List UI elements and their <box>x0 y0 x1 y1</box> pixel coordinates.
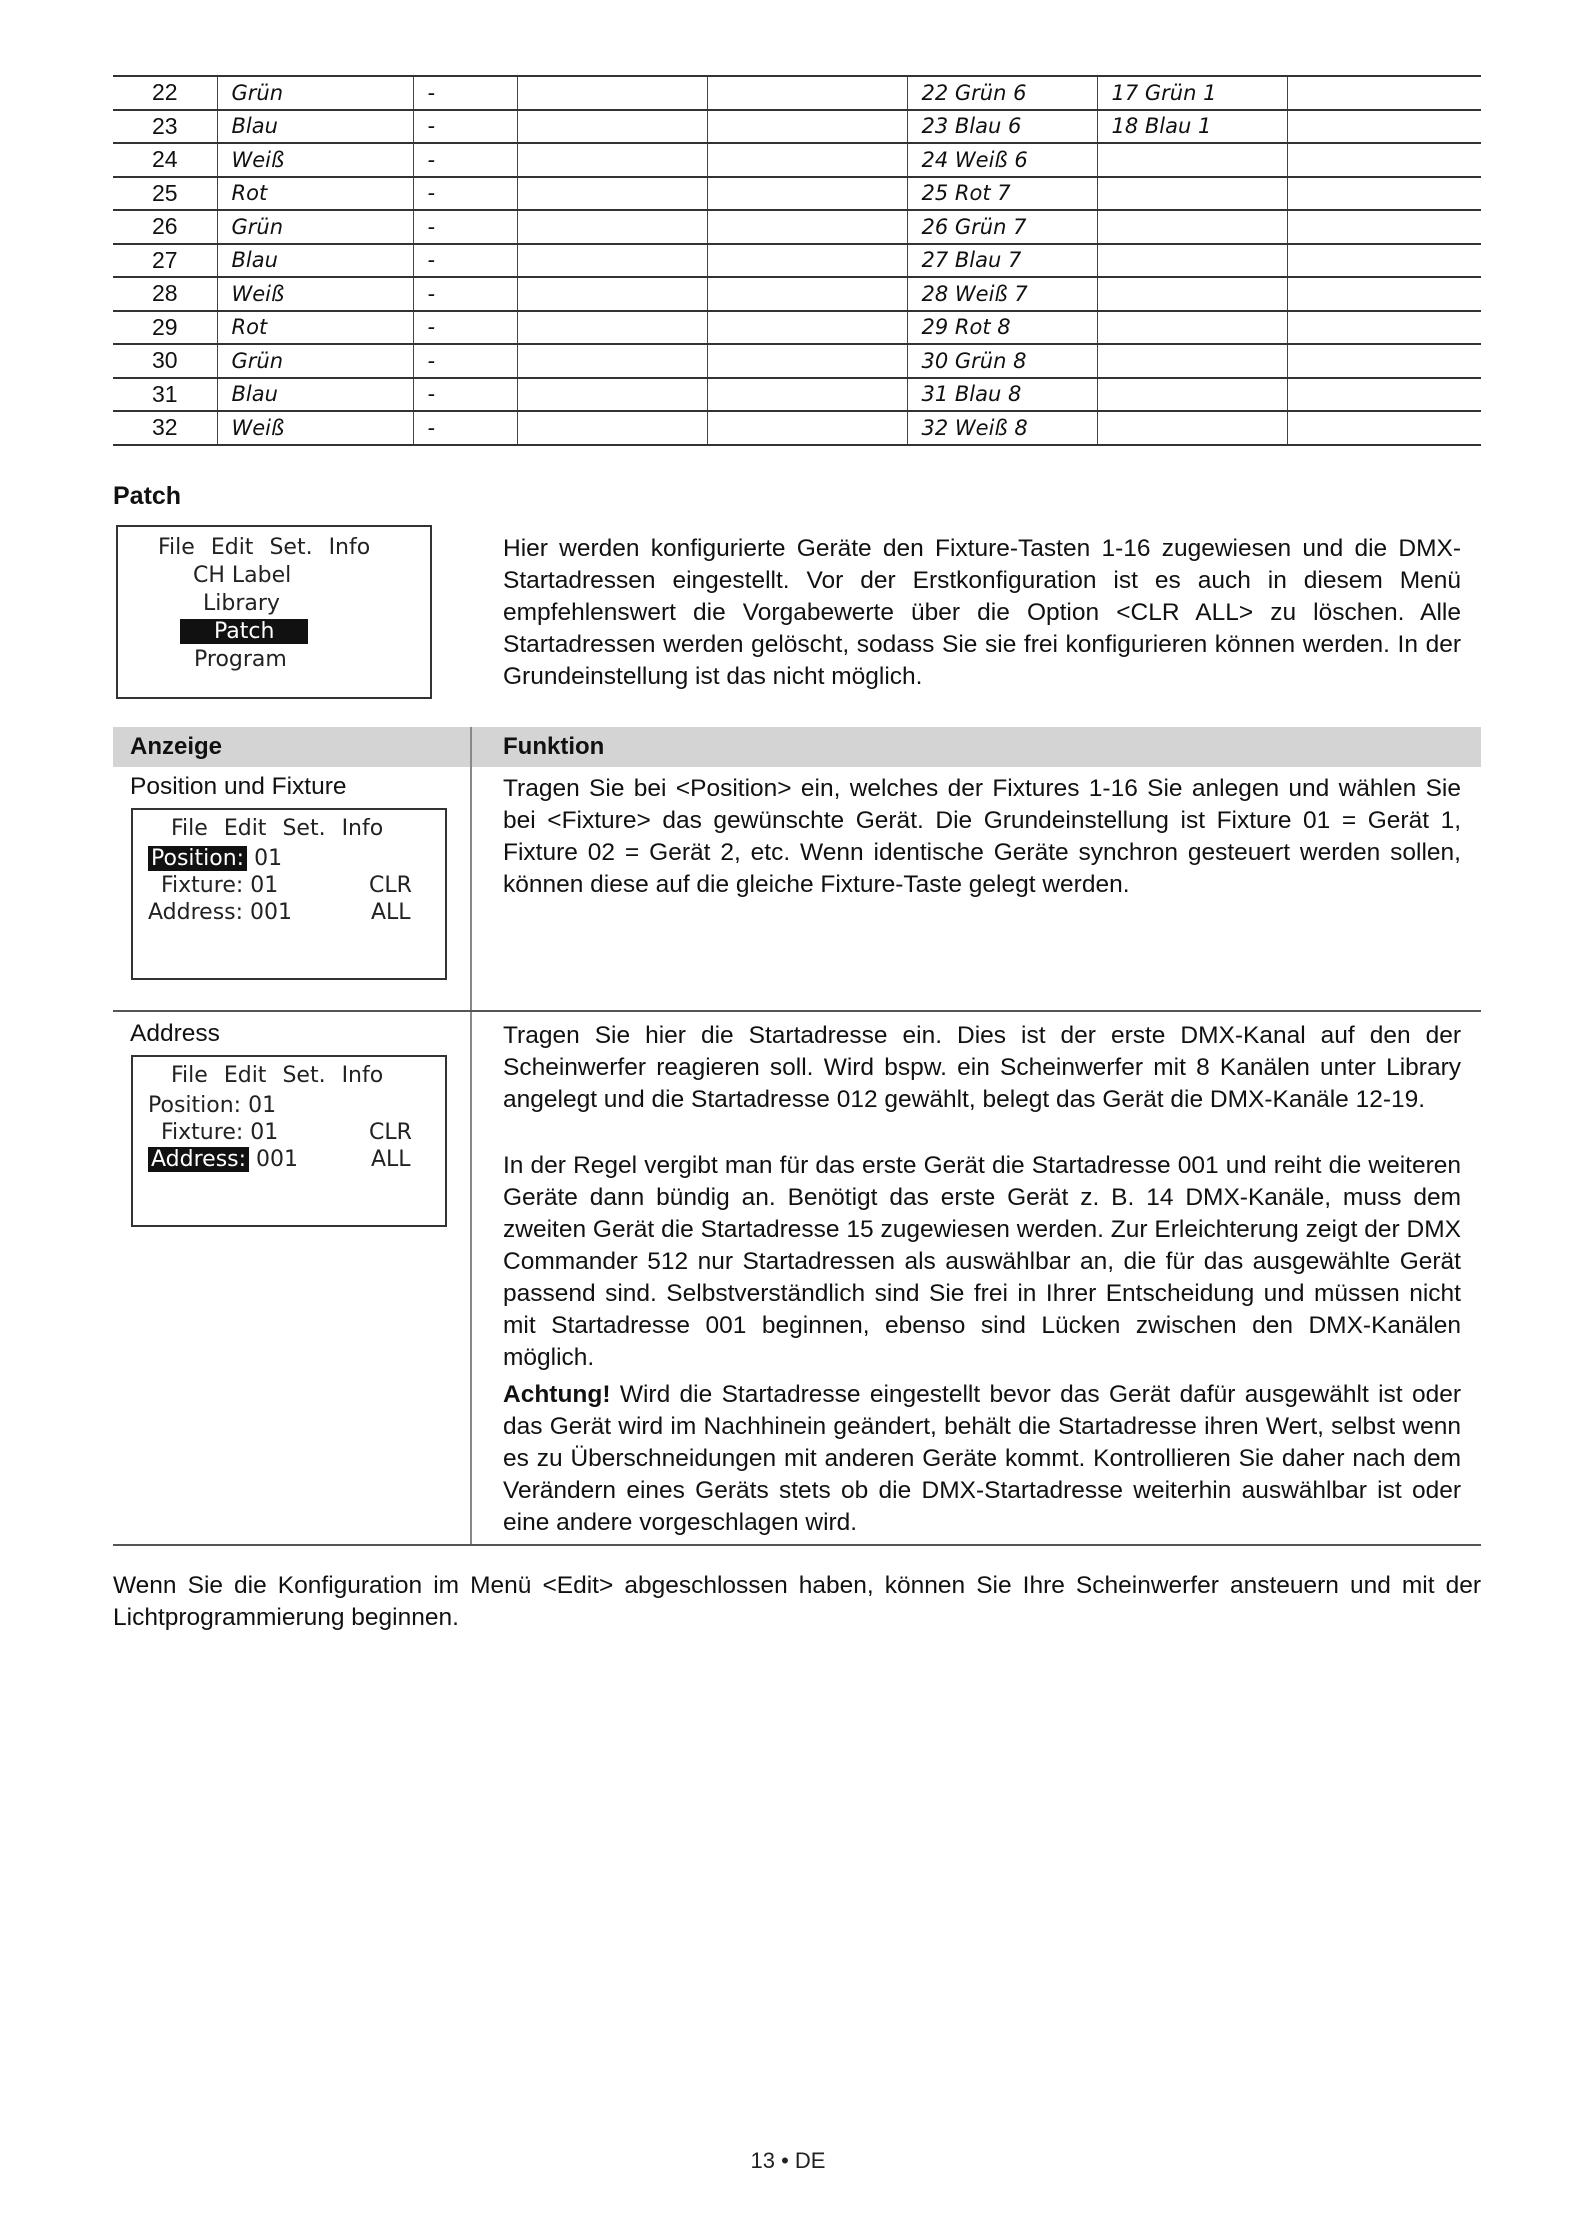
menu-edit: Edit <box>210 535 254 560</box>
table-row <box>113 311 1481 345</box>
table-cell-c4 <box>517 210 707 244</box>
lcd-fixture-line <box>161 1120 278 1145</box>
table-cell-c5 <box>707 177 907 211</box>
table-cell-color: Weiß <box>217 143 413 177</box>
table-cell-c4 <box>517 411 707 445</box>
table-cell-c7: 18 Blau 1 <box>1097 110 1287 144</box>
table-cell-color: Weiß <box>217 411 413 445</box>
row2-text-1: Tragen Sie hier die Startadresse ein. Dies ist der erste DMX-Kanal auf den der Scheinwerfer reagieren soll. Wird bspw. ein Scheinwerfer mit 8 Kanälen unter Library angelegt und die Startadresse 012 gewählt, belegt das Gerät die DMX-Kanäle 12-19. <box>503 1022 1461 1113</box>
table-row <box>113 143 1481 177</box>
table-cell-c4 <box>517 177 707 211</box>
function-table-header <box>113 727 1481 767</box>
channel-table <box>113 75 1481 446</box>
table-cell-c3: - <box>413 210 517 244</box>
table-cell-color: Rot <box>217 311 413 345</box>
table-cell-c7 <box>1097 177 1287 211</box>
table-cell-c6: 26 Grün 7 <box>907 210 1097 244</box>
address-display <box>131 1055 447 1227</box>
position-value: 01 <box>248 1093 277 1118</box>
table-cell-c3: - <box>413 311 517 345</box>
menu-item-patch-selected <box>180 619 308 644</box>
table-cell-c7 <box>1097 378 1287 412</box>
lcd-menu-bar <box>171 816 399 841</box>
address-value: 001 <box>250 900 293 925</box>
table-row <box>113 177 1481 211</box>
all-label: ALL <box>371 1147 411 1172</box>
all-label: ALL <box>371 900 411 925</box>
table-cell-color: Blau <box>217 244 413 278</box>
table-cell-num: 25 <box>113 177 217 211</box>
table-cell-color: Grün <box>217 344 413 378</box>
table-cell-c4 <box>517 344 707 378</box>
table-cell-c8 <box>1287 378 1481 412</box>
menu-item-library: Library <box>203 591 280 616</box>
table-cell-c3: - <box>413 378 517 412</box>
row-label-address: Address <box>130 1020 220 1047</box>
lcd-fixture-line <box>161 873 278 898</box>
table-cell-color: Weiß <box>217 277 413 311</box>
address-value: 001 <box>256 1147 299 1172</box>
position-fixture-display <box>131 808 447 980</box>
table-cell-c6: 32 Weiß 8 <box>907 411 1097 445</box>
table-cell-c7 <box>1097 244 1287 278</box>
table-cell-c6: 27 Blau 7 <box>907 244 1097 278</box>
table-row <box>113 76 1481 110</box>
table-cell-num: 22 <box>113 76 217 110</box>
menu-info: Info <box>341 1063 384 1088</box>
table-cell-c8 <box>1287 277 1481 311</box>
table-cell-c5 <box>707 110 907 144</box>
table-cell-c8 <box>1287 311 1481 345</box>
table-cell-color: Grün <box>217 76 413 110</box>
table-cell-num: 26 <box>113 210 217 244</box>
table-cell-c6: 25 Rot 7 <box>907 177 1097 211</box>
table-cell-c6: 22 Grün 6 <box>907 76 1097 110</box>
menu-set: Set. <box>269 535 313 560</box>
table-cell-num: 30 <box>113 344 217 378</box>
table-cell-c5 <box>707 143 907 177</box>
table-cell-c5 <box>707 344 907 378</box>
table-cell-c7 <box>1097 411 1287 445</box>
table-cell-c7: 17 Grün 1 <box>1097 76 1287 110</box>
table-cell-c6: 28 Weiß 7 <box>907 277 1097 311</box>
table-cell-num: 29 <box>113 311 217 345</box>
table-cell-c8 <box>1287 411 1481 445</box>
table-cell-color: Grün <box>217 210 413 244</box>
table-cell-num: 23 <box>113 110 217 144</box>
table-cell-num: 27 <box>113 244 217 278</box>
warning-label: Achtung! <box>503 1381 611 1408</box>
table-cell-c3: - <box>413 244 517 278</box>
table-cell-c3: - <box>413 411 517 445</box>
table-cell-c8 <box>1287 177 1481 211</box>
menu-file: File <box>158 535 195 560</box>
table-cell-c7 <box>1097 143 1287 177</box>
row-label-position: Position und Fixture <box>130 773 347 800</box>
table-cell-c8 <box>1287 143 1481 177</box>
table-cell-c4 <box>517 143 707 177</box>
table-row <box>113 411 1481 445</box>
lcd-address-line <box>148 900 292 925</box>
table-cell-c7 <box>1097 277 1287 311</box>
menu-item-ch-label: CH Label <box>193 563 292 588</box>
table-row <box>113 244 1481 278</box>
table-cell-c6: 29 Rot 8 <box>907 311 1097 345</box>
header-anzeige: Anzeige <box>130 733 223 760</box>
header-funktion: Funktion <box>503 733 605 760</box>
table-bottom-rule <box>113 1544 1481 1546</box>
table-cell-c4 <box>517 244 707 278</box>
position-label-highlight: Position: <box>148 846 247 871</box>
fixture-value: 01 <box>250 1120 279 1145</box>
closing-paragraph: Wenn Sie die Konfiguration im Menü <Edit> abgeschlossen haben, können Sie Ihre Scheinwerfer ansteuern und mit der Lichtprogrammierung beginnen. <box>113 1572 1481 1631</box>
table-cell-c8 <box>1287 244 1481 278</box>
table-cell-c5 <box>707 210 907 244</box>
fixture-label: Fixture: <box>161 873 244 898</box>
lcd-address-line <box>148 1147 298 1172</box>
address-label: Address: <box>148 900 244 925</box>
table-row <box>113 378 1481 412</box>
table-cell-c3: - <box>413 110 517 144</box>
lcd-menu-bar <box>158 535 386 560</box>
patch-highlight: Patch <box>180 619 308 644</box>
table-row <box>113 344 1481 378</box>
table-cell-c7 <box>1097 344 1287 378</box>
menu-set: Set. <box>282 1063 326 1088</box>
table-cell-c4 <box>517 76 707 110</box>
row2-text-2: In der Regel vergibt man für das erste Gerät die Startadresse 001 und reiht die weiteren Geräte dann bündig an. Benötigt das erste Gerät z. B. 14 DMX-Kanäle, muss dem zweiten Gerät die Startadresse 15 zugewiesen werden. Zur Erleichterung zeigt der DMX Commander 512 nur Startadressen als auswählbar an, die für das ausgewählte Gerät passend sind. Selbstverständlich sind Sie frei in Ihrer Entscheidung und müssen nicht mit Startadresse 001 beginnen, ebenso sind Lücken zwischen den DMX-Kanälen möglich. <box>503 1152 1461 1371</box>
table-row <box>113 277 1481 311</box>
table-cell-c5 <box>707 311 907 345</box>
table-cell-c3: - <box>413 344 517 378</box>
table-cell-c5 <box>707 277 907 311</box>
table-cell-c8 <box>1287 110 1481 144</box>
table-cell-c5 <box>707 76 907 110</box>
table-row <box>113 110 1481 144</box>
table-cell-c8 <box>1287 76 1481 110</box>
address-label-highlight: Address: <box>148 1147 249 1172</box>
table-cell-color: Blau <box>217 378 413 412</box>
table-cell-c6: 31 Blau 8 <box>907 378 1097 412</box>
table-cell-c3: - <box>413 143 517 177</box>
section-title: Patch <box>113 482 182 510</box>
fixture-value: 01 <box>250 873 279 898</box>
table-cell-color: Rot <box>217 177 413 211</box>
table-cell-c6: 23 Blau 6 <box>907 110 1097 144</box>
table-cell-color: Blau <box>217 110 413 144</box>
menu-file: File <box>171 1063 208 1088</box>
table-cell-num: 32 <box>113 411 217 445</box>
table-cell-c3: - <box>413 277 517 311</box>
menu-info: Info <box>328 535 371 560</box>
menu-set: Set. <box>282 816 326 841</box>
warning-text: Wird die Startadresse eingestellt bevor das Gerät dafür ausgewählt ist oder das Gerät wird im Nachhinein geändert, behält die Startadresse ihren Wert, selbst wenn es zu Überschneidungen mit anderen Geräte kommt. Kontrollieren Sie daher nach dem Verändern eines Geräts stets ob die DMX-Startadresse weiterhin auswählbar ist oder eine andere vorgeschlagen wird. <box>503 1381 1461 1536</box>
table-cell-c3: - <box>413 177 517 211</box>
fixture-label: Fixture: <box>161 1120 244 1145</box>
page-footer: 13 • DE <box>750 2148 826 2173</box>
table-cell-c5 <box>707 378 907 412</box>
table-cell-c8 <box>1287 344 1481 378</box>
table-cell-c4 <box>517 311 707 345</box>
row2-warning <box>503 1379 1461 1539</box>
menu-item-program: Program <box>194 647 287 672</box>
table-cell-c5 <box>707 411 907 445</box>
table-cell-num: 28 <box>113 277 217 311</box>
table-cell-c7 <box>1097 311 1287 345</box>
table-cell-c3: - <box>413 76 517 110</box>
menu-edit: Edit <box>223 1063 267 1088</box>
table-cell-c7 <box>1097 210 1287 244</box>
menu-info: Info <box>341 816 384 841</box>
clr-label: CLR <box>369 1120 412 1145</box>
patch-menu-display <box>116 525 432 699</box>
table-cell-num: 24 <box>113 143 217 177</box>
clr-label: CLR <box>369 873 412 898</box>
position-label: Position: <box>148 1093 242 1118</box>
table-cell-c6: 24 Weiß 6 <box>907 143 1097 177</box>
table-cell-c5 <box>707 244 907 278</box>
table-cell-c4 <box>517 378 707 412</box>
table-row-divider <box>113 1010 1481 1012</box>
table-cell-c4 <box>517 110 707 144</box>
table-column-divider <box>470 727 472 1545</box>
table-row <box>113 210 1481 244</box>
patch-description: Hier werden konfigurierte Geräte den Fixture-Tasten 1-16 zugewiesen und die DMX-Startadressen eingestellt. Vor der Erstkonfiguration ist es auch in diesem Menü empfehlenswert die Vorgabewerte über die Option <CLR ALL> zu löschen. Alle Startadressen werden gelöscht, sodass Sie sie frei konfigurieren können werden. In der Grundeinstellung ist das nicht möglich. <box>503 535 1461 690</box>
menu-edit: Edit <box>223 816 267 841</box>
row1-text: Tragen Sie bei <Position> ein, welches der Fixtures 1-16 Sie anlegen und wählen Sie bei <Fixture> das gewünschte Gerät. Die Grundeinstellung ist Fixture 01 = Gerät 1, Fixture 02 = Gerät 2, etc. Wenn identische Geräte synchron gesteuert werden sollen, können diese auf die gleiche Fixture-Taste gelegt werden. <box>503 775 1461 898</box>
position-value: 01 <box>254 846 283 871</box>
table-cell-num: 31 <box>113 378 217 412</box>
table-cell-c4 <box>517 277 707 311</box>
lcd-position-line <box>148 1093 276 1118</box>
menu-file: File <box>171 816 208 841</box>
lcd-menu-bar <box>171 1063 399 1088</box>
table-cell-c8 <box>1287 210 1481 244</box>
lcd-position-line <box>148 846 282 871</box>
table-cell-c6: 30 Grün 8 <box>907 344 1097 378</box>
